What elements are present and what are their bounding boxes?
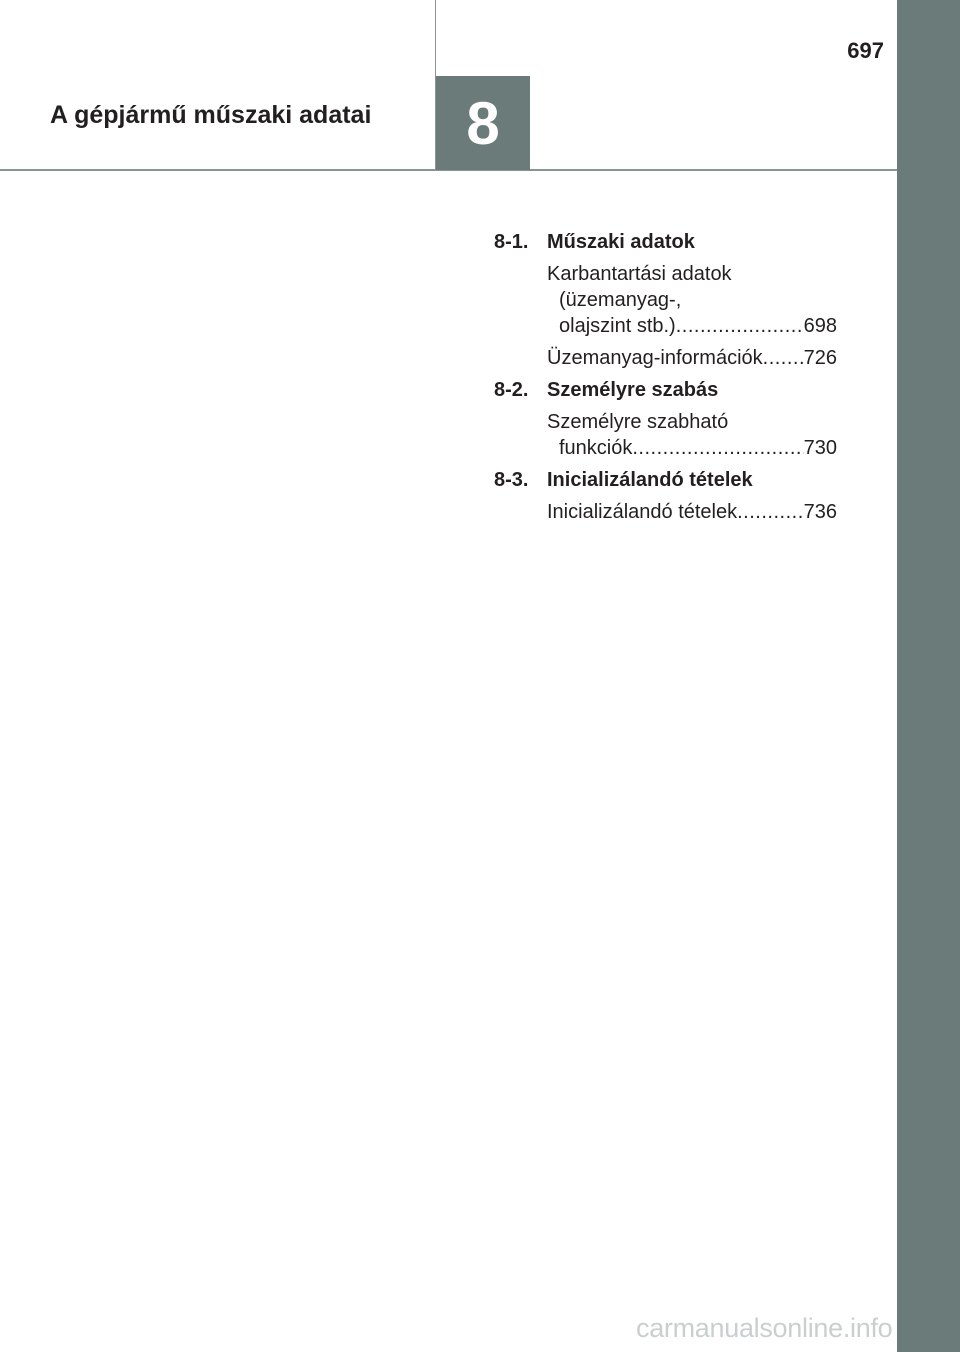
toc-entry-leader <box>547 435 837 461</box>
page-number: 697 <box>847 38 884 63</box>
toc-entry-line: Karbantartási adatok <box>547 263 732 285</box>
toc-page-ref: 726 <box>803 347 837 369</box>
toc-entry-szemelyre-szabhato-funkciok[interactable] <box>547 409 837 461</box>
toc-page-ref: 698 <box>803 315 837 337</box>
toc-entry-leader <box>547 345 837 371</box>
toc-entry-line: Üzemanyag-információk <box>547 347 763 369</box>
dot-leader <box>676 313 804 339</box>
dot-leader <box>632 435 803 461</box>
table-of-contents <box>494 229 837 531</box>
toc-page-ref: 736 <box>803 501 837 523</box>
toc-entry-uzemanyag-informaciok[interactable] <box>547 345 837 371</box>
toc-section-8-1[interactable] <box>494 229 837 255</box>
toc-entry-line: (üzemanyag-, <box>559 289 682 311</box>
chapter-side-tab <box>897 0 960 1352</box>
toc-section-number: 8-2. <box>494 379 529 401</box>
chapter-number: 8 <box>466 89 500 157</box>
toc-section-title: Műszaki adatok <box>547 231 695 253</box>
chapter-title: A gépjármű műszaki adatai <box>50 101 372 129</box>
toc-section-title: Személyre szabás <box>547 379 719 401</box>
chapter-number-box <box>436 76 530 170</box>
toc-section-8-3[interactable] <box>494 467 837 493</box>
toc-entry-karbantartasi-adatok[interactable] <box>547 261 837 339</box>
toc-section-title: Inicializálandó tételek <box>547 469 753 491</box>
toc-entry-line: Személyre szabható <box>547 411 729 433</box>
toc-section-number: 8-1. <box>494 231 529 253</box>
toc-entry-inicializalando-tetelek[interactable] <box>547 499 837 525</box>
watermark: carmanualsonline.info <box>636 1313 893 1343</box>
toc-entry-leader <box>547 313 837 339</box>
toc-section-8-2[interactable] <box>494 377 837 403</box>
toc-entry-line: olajszint stb.) <box>559 315 676 337</box>
toc-entry-line: funkciók <box>559 437 633 459</box>
toc-entry-leader <box>547 499 837 525</box>
dot-leader <box>763 345 804 371</box>
toc-section-number: 8-3. <box>494 469 529 491</box>
dot-leader <box>737 499 804 525</box>
toc-page-ref: 730 <box>803 437 837 459</box>
toc-entry-line: Inicializálandó tételek <box>547 501 738 523</box>
